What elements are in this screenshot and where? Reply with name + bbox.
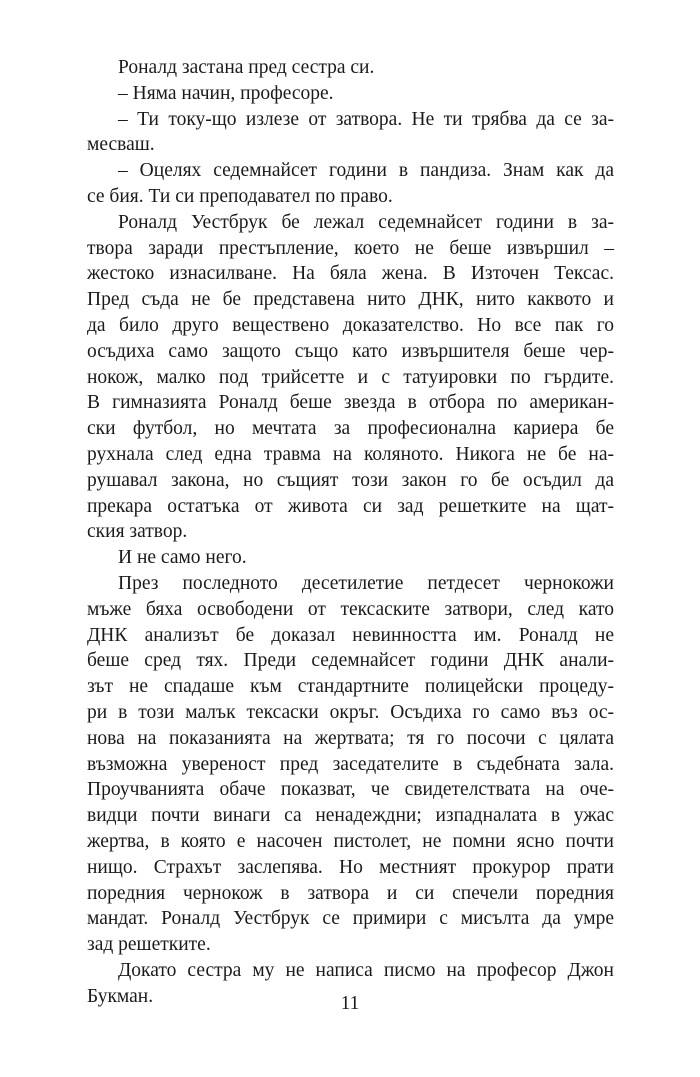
text-line: ски футбол, но мечтата за професионална кариера бе: [87, 418, 614, 440]
text-line: – Няма начин, професоре.: [118, 82, 334, 104]
text-line: месваш.: [87, 134, 155, 156]
text-line: твора заради престъпление, което не беше извършил –: [87, 237, 614, 259]
text-line: рухнала след една травма на коляното. Никога не бе на-: [87, 443, 614, 465]
text-line: рушавал закона, но същият този закон го бе осъдил да: [87, 469, 614, 491]
text-line: – Ти току-що излезе от затвора. Не ти трябва да се за-: [118, 108, 614, 130]
text-line: В гимназията Роналд беше звезда в отбора по американ-: [87, 392, 614, 414]
text-line: През последното десетилетие петдесет чернокожи: [118, 572, 614, 594]
text-line: ри в този малък тексаски окръг. Осъдиха го само въз ос-: [87, 701, 614, 723]
text-line: Пред съда не бе представена нито ДНК, нито каквото и: [87, 289, 614, 311]
text-line: Роналд Уестбрук бе лежал седемнайсет години в за-: [118, 211, 614, 233]
text-line: нокож, малко под трийсетте и с татуировки по гърдите.: [87, 366, 614, 388]
text-line: се бия. Ти си преподавател по право.: [87, 185, 393, 207]
text-line: възможна увереност пред заседателите в съдебната зала.: [87, 753, 614, 775]
text-line: И не само него.: [118, 547, 247, 569]
text-line: зад решетките.: [87, 934, 211, 956]
text-line: Проучванията обаче показват, че свидетелствата на оче-: [87, 779, 614, 801]
text-line: осъдиха само защото също като извършителя беше чер-: [87, 340, 614, 362]
text-line: жестоко изнасилване. На бяла жена. В Източен Тексас.: [87, 263, 614, 285]
text-line: Роналд застана пред сестра си.: [118, 57, 375, 78]
text-line: ДНК анализът бе доказал невинността им. Роналд не: [87, 624, 614, 646]
text-line: зът не спадаше към стандартните полицейски процеду-: [87, 676, 614, 698]
text-line: беше сред тях. Преди седемнайсет години ДНК анали-: [87, 650, 614, 672]
text-line: мъже бяха освободени от тексаските затвори, след като: [87, 598, 614, 620]
text-line: мандат. Роналд Уестбрук се примири с мисълта да умре: [87, 908, 614, 930]
text-line: Букман.: [87, 985, 154, 1007]
text-line: прекара остатъка от живота си зад решетките на щат-: [87, 495, 614, 517]
text-line: – Оцелях седемнайсет години в пандиза. Знам как да: [118, 160, 614, 182]
text-line: видци почти винаги са ненадеждни; изпадналата в ужас: [87, 805, 614, 827]
page-number: 11: [340, 993, 360, 1014]
text-line: жертва, в която е насочен пистолет, не помни ясно почти: [87, 830, 614, 852]
text-line: нова на показанията на жертвата; тя го посочи с цялата: [87, 727, 614, 749]
text-line: поредния чернокож в затвора и си спечели поредния: [87, 882, 614, 904]
page-body: [87, 55, 614, 1009]
text-line: да било друго веществено доказателство. Но все пак го: [87, 314, 614, 336]
text-line: ския затвор.: [87, 521, 188, 543]
text-line: Докато сестра му не написа писмо на професор Джон: [118, 959, 614, 981]
text-line: нищо. Страхът заслепява. Но местният прокурор прати: [87, 856, 614, 878]
